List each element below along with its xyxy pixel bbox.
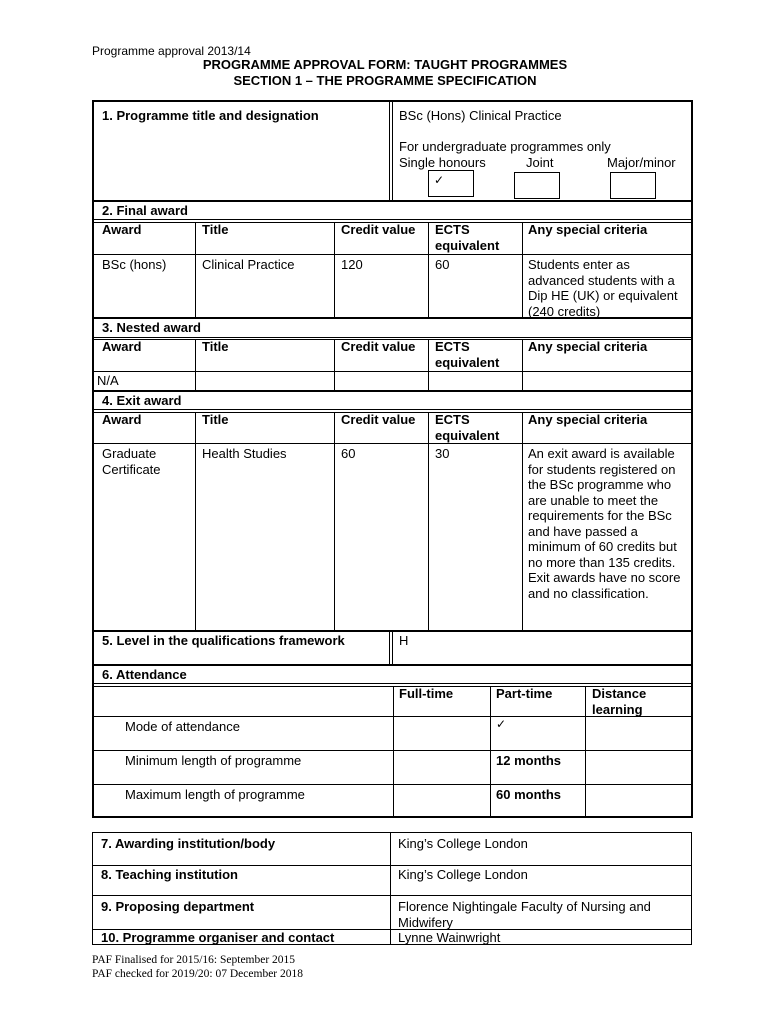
s2-col-title: Title (202, 222, 229, 237)
s5-label: 5. Level in the qualifications framework (102, 633, 345, 648)
s6-row-mode-part: ✓ (496, 717, 507, 731)
s8-value: King’s College London (398, 867, 528, 882)
s4-award: Graduate Certificate (102, 446, 161, 477)
s4-label: 4. Exit award (102, 393, 182, 408)
s1-label: 1. Programme title and designation (102, 108, 319, 123)
s2-label: 2. Final award (102, 203, 188, 218)
s6-row-min-part: 12 months (496, 753, 562, 768)
s6-col-full-time: Full-time (399, 686, 454, 701)
s2-col-ects: ECTS equivalent (435, 222, 500, 253)
joint-checkbox[interactable] (514, 172, 560, 199)
s2-col-criteria: Any special criteria (528, 222, 648, 237)
s2-col-award: Award (102, 222, 142, 237)
s2-title: Clinical Practice (202, 257, 295, 272)
s2-award: BSc (hons) (102, 257, 167, 272)
major-minor-checkbox[interactable] (610, 172, 656, 199)
s1-note: For undergraduate programmes only (399, 139, 611, 154)
s3-award: N/A (97, 373, 119, 388)
institution-table (92, 832, 692, 945)
s6-row-min-label: Minimum length of programme (125, 753, 302, 768)
s3-col-criteria: Any special criteria (528, 339, 648, 354)
s2-credit: 120 (341, 257, 363, 272)
s6-col-distance: Distance learning (592, 686, 647, 717)
s3-col-award: Award (102, 339, 142, 354)
s7-label: 7. Awarding institution/body (101, 836, 276, 851)
s8-label: 8. Teaching institution (101, 867, 238, 882)
s4-criteria: An exit award is available for students registered on the BSc programme who are unable to meet the requirements for the BSc and have passed a minimum of 60 credits but no more than 135 credits. Exit awards have no score and no classification. (528, 446, 681, 601)
s4-title: Health Studies (202, 446, 287, 461)
s5-value: H (399, 633, 409, 648)
s6-row-max-part: 60 months (496, 787, 562, 802)
footer-checked: PAF checked for 2019/20: 07 December 2018 (92, 968, 304, 980)
s1-option-single: Single honours (399, 155, 486, 170)
s1-programme-title: BSc (Hons) Clinical Practice (399, 108, 562, 123)
s9-label: 9. Proposing department (101, 899, 255, 914)
s2-criteria: Students enter as advanced students with a Dip HE (UK) or equivalent (240 credits) (528, 257, 678, 319)
s4-col-ects: ECTS equivalent (435, 412, 500, 443)
s4-col-award: Award (102, 412, 142, 427)
checkmark-icon: ✓ (434, 173, 445, 187)
s7-value: King’s College London (398, 836, 528, 851)
footer-finalised: PAF Finalised for 2015/16: September 2015 (92, 954, 296, 966)
s6-label: 6. Attendance (102, 667, 187, 682)
form-title: PROGRAMME APPROVAL FORM: TAUGHT PROGRAMMES (202, 57, 568, 72)
programme-spec-table (92, 100, 693, 818)
running-head: Programme approval 2013/14 (92, 44, 251, 58)
s6-row-mode-label: Mode of attendance (125, 719, 240, 734)
s2-ects: 60 (435, 257, 450, 272)
s2-col-credit: Credit value (341, 222, 416, 237)
s10-value: Lynne Wainwright (398, 930, 501, 945)
s3-col-ects: ECTS equivalent (435, 339, 500, 370)
single-honours-checkbox[interactable] (428, 170, 474, 197)
s4-col-criteria: Any special criteria (528, 412, 648, 427)
s1-option-major-minor: Major/minor (607, 155, 676, 170)
s9-value: Florence Nightingale Faculty of Nursing and Midwifery (398, 899, 651, 930)
section-title: SECTION 1 – THE PROGRAMME SPECIFICATION (233, 73, 537, 88)
s1-option-joint: Joint (526, 155, 554, 170)
s6-row-max-label: Maximum length of programme (125, 787, 305, 802)
s4-col-credit: Credit value (341, 412, 416, 427)
s4-credit: 60 (341, 446, 356, 461)
s4-ects: 30 (435, 446, 450, 461)
s4-col-title: Title (202, 412, 229, 427)
s3-col-credit: Credit value (341, 339, 416, 354)
s3-label: 3. Nested award (102, 320, 201, 335)
s3-col-title: Title (202, 339, 229, 354)
s10-label: 10. Programme organiser and contact (101, 930, 335, 945)
s6-col-part-time: Part-time (496, 686, 553, 701)
